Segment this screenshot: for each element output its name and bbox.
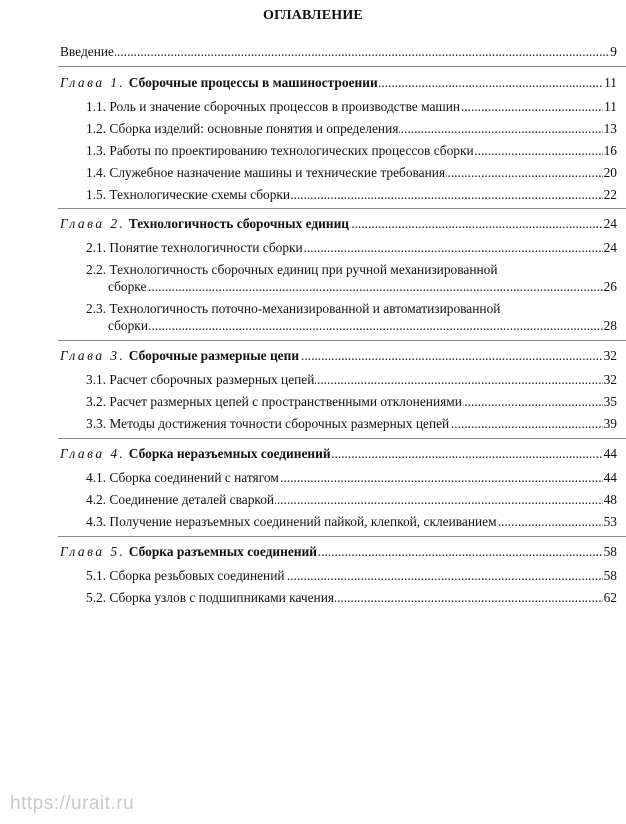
toc-intro[interactable] bbox=[0, 43, 626, 61]
toc-chapter[interactable] bbox=[0, 543, 626, 561]
toc-section[interactable] bbox=[0, 491, 626, 509]
chapter-title: Сборочные размерные цепи bbox=[128, 348, 300, 363]
page-number: 11 bbox=[604, 99, 617, 114]
section-title: 5.1. Сборка резьбовых соединений bbox=[86, 568, 285, 583]
chapter-heading bbox=[60, 543, 318, 561]
divider bbox=[58, 438, 626, 439]
toc-section[interactable] bbox=[0, 120, 626, 138]
toc-section[interactable] bbox=[0, 589, 626, 607]
page-number: 62 bbox=[603, 590, 617, 605]
page-number: 26 bbox=[603, 279, 617, 294]
divider bbox=[58, 208, 626, 209]
page-number: 58 bbox=[603, 544, 617, 559]
page-number: 48 bbox=[603, 492, 617, 507]
page-number: 9 bbox=[610, 44, 617, 59]
chapter-label: Глава 4. bbox=[60, 446, 126, 461]
section-title: 2.3. Технологичность поточно-механизированной и автоматизированной bbox=[86, 301, 501, 316]
watermark: https://urait.ru bbox=[10, 793, 135, 814]
section-title-cont: сборке bbox=[108, 279, 147, 294]
toc-section[interactable] bbox=[0, 164, 626, 182]
toc-section[interactable] bbox=[0, 186, 626, 204]
toc-section[interactable] bbox=[0, 393, 626, 411]
toc-section-line1[interactable] bbox=[0, 300, 626, 318]
dot-leader bbox=[108, 317, 614, 335]
toc-section[interactable] bbox=[0, 239, 626, 257]
divider bbox=[58, 536, 626, 537]
page-number: 24 bbox=[603, 240, 617, 255]
section-title: 3.2. Расчет размерных цепей с пространственными отклонениями bbox=[86, 394, 462, 409]
page-title: ОГЛАВЛЕНИЕ bbox=[263, 8, 363, 23]
toc-section[interactable] bbox=[0, 371, 626, 389]
toc-section[interactable] bbox=[0, 567, 626, 585]
page-number: 24 bbox=[603, 216, 617, 231]
section-title: 1.5. Технологические схемы сборки bbox=[86, 187, 291, 202]
page-number: 32 bbox=[603, 348, 617, 363]
toc-section[interactable] bbox=[0, 98, 626, 116]
dot-leader bbox=[60, 43, 614, 61]
chapter-heading bbox=[60, 74, 379, 92]
toc-section-line1[interactable] bbox=[0, 261, 626, 279]
page-number: 28 bbox=[603, 318, 617, 333]
toc-section[interactable] bbox=[0, 415, 626, 433]
toc-chapter[interactable] bbox=[0, 74, 626, 92]
page-number: 53 bbox=[603, 514, 617, 529]
page-number: 32 bbox=[603, 372, 617, 387]
chapter-label: Глава 2. bbox=[60, 216, 126, 231]
section-title: 5.2. Сборка узлов с подшипниками качения bbox=[86, 590, 335, 605]
chapter-title: Сборочные процессы в машиностроении bbox=[128, 75, 378, 90]
chapter-heading bbox=[60, 347, 300, 365]
section-title: 3.1. Расчет сборочных размерных цепей bbox=[86, 372, 315, 387]
page-number: 39 bbox=[603, 416, 617, 431]
page-number: 35 bbox=[603, 394, 617, 409]
section-title: 1.4. Служебное назначение машины и технические требования bbox=[86, 165, 446, 180]
toc-section[interactable] bbox=[0, 142, 626, 160]
page-number: 22 bbox=[603, 187, 617, 202]
chapter-label: Глава 5. bbox=[60, 544, 126, 559]
section-title: 4.1. Сборка соединений с натягом bbox=[86, 470, 279, 485]
section-title: 2.2. Технологичность сборочных единиц при ручной механизированной bbox=[86, 262, 498, 277]
section-title: 3.3. Методы достижения точности сборочных размерных цепей bbox=[86, 416, 450, 431]
section-title: 1.1. Роль и значение сборочных процессов в производстве машин bbox=[86, 99, 461, 114]
chapter-title: Сборка неразъемных соединений bbox=[128, 446, 331, 461]
section-title: 1.2. Сборка изделий: основные понятия и определения bbox=[86, 121, 399, 136]
divider bbox=[58, 340, 626, 341]
toc-section-line2[interactable] bbox=[0, 317, 626, 335]
toc-intro-label: Введение bbox=[60, 44, 114, 59]
dot-leader bbox=[108, 278, 614, 296]
page-number: 13 bbox=[603, 121, 617, 136]
toc-section[interactable] bbox=[0, 513, 626, 531]
section-title-cont: сборки bbox=[108, 318, 148, 333]
chapter-title: Технологичность сборочных единиц bbox=[128, 216, 350, 231]
section-title: 4.2. Соединение деталей сваркой bbox=[86, 492, 275, 507]
toc-section-line2[interactable] bbox=[0, 278, 626, 296]
page-number: 44 bbox=[603, 446, 617, 461]
toc-section[interactable] bbox=[0, 469, 626, 487]
page-number: 44 bbox=[603, 470, 617, 485]
toc-chapter[interactable] bbox=[0, 347, 626, 365]
divider bbox=[58, 66, 626, 67]
page-number: 58 bbox=[603, 568, 617, 583]
section-title: 4.3. Получение неразъемных соединений пайкой, клепкой, склеиванием bbox=[86, 514, 497, 529]
chapter-label: Глава 1. bbox=[60, 75, 126, 90]
chapter-heading bbox=[60, 215, 350, 233]
toc-chapter[interactable] bbox=[0, 445, 626, 463]
chapter-heading bbox=[60, 445, 332, 463]
toc-chapter[interactable] bbox=[0, 215, 626, 233]
page-number: 16 bbox=[603, 143, 617, 158]
chapter-label: Глава 3. bbox=[60, 348, 126, 363]
chapter-title: Сборка разъемных соединений bbox=[128, 544, 317, 559]
page-number: 20 bbox=[603, 165, 617, 180]
section-title: 1.3. Работы по проектированию технологических процессов сборки bbox=[86, 143, 474, 158]
page-number: 11 bbox=[604, 75, 617, 90]
section-title: 2.1. Понятие технологичности сборки bbox=[86, 240, 303, 255]
